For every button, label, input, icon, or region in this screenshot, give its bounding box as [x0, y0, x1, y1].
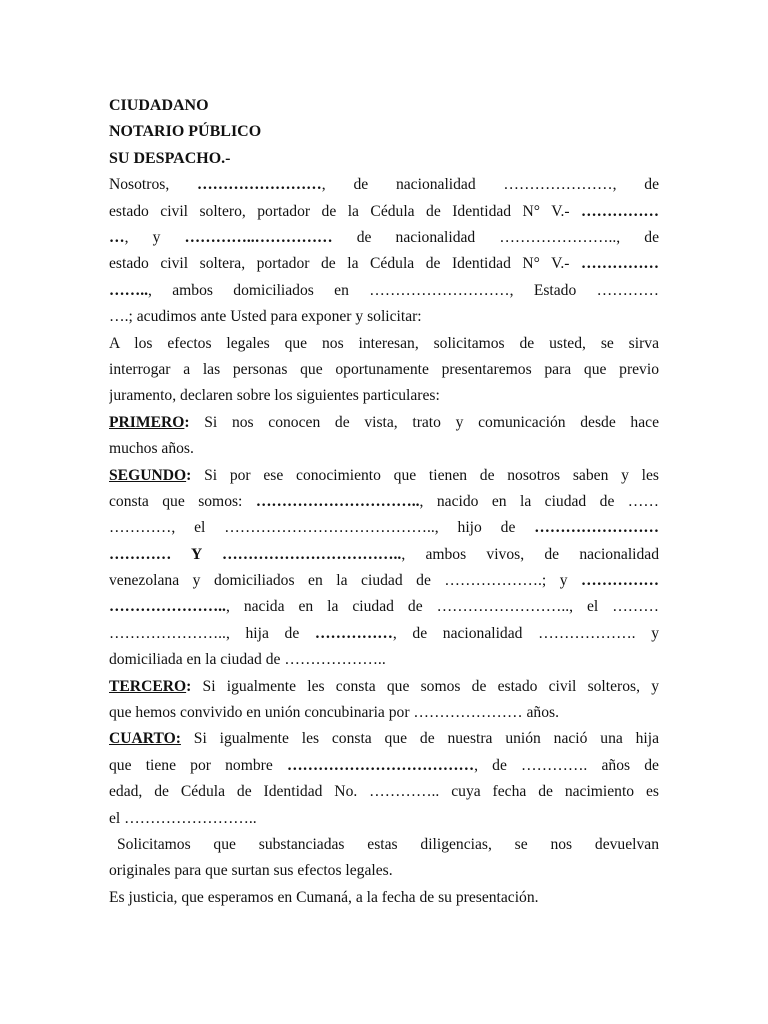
- section-heading: CUARTO:: [109, 730, 181, 748]
- text-segment: juramento, declaren sobre los siguientes particulares:: [109, 387, 440, 405]
- section-heading: SEGUNDO: [109, 466, 187, 484]
- body-line: [109, 436, 659, 462]
- text-segment: ……..: [109, 281, 148, 299]
- body-line: [109, 515, 659, 541]
- document-body: [109, 172, 659, 911]
- text-segment: Solicitamos que substanciadas estas diligencias, se nos devuelvan: [117, 835, 659, 853]
- body-line: [109, 858, 659, 884]
- body-line: [109, 489, 659, 515]
- body-line: [109, 885, 659, 911]
- body-line: [109, 172, 659, 198]
- text-segment: Si igualmente les consta que somos de estado civil solteros, y: [191, 677, 659, 695]
- body-line: [109, 700, 659, 726]
- body-line: [109, 463, 659, 489]
- text-segment: ……………: [314, 624, 393, 642]
- text-segment: , nacida en la ciudad de …………………….., el ………: [225, 598, 659, 616]
- addressee-line: CIUDADANO: [109, 97, 209, 114]
- notary-line: NOTARIO PÚBLICO: [109, 123, 262, 141]
- body-line: [109, 647, 659, 673]
- text-segment: estado civil soltero, portador de la Cédula de Identidad N° V.-: [109, 202, 582, 220]
- text-segment: el ……………………..: [109, 809, 257, 827]
- body-line: [109, 278, 659, 304]
- body-line: [109, 832, 659, 858]
- body-line: [109, 726, 659, 752]
- text-segment: ……………: [581, 255, 659, 273]
- body-line: [109, 568, 659, 594]
- text-segment: estado civil soltera, portador de la Cédula de Identidad N° V.-: [109, 255, 582, 273]
- body-line: [109, 225, 659, 251]
- body-line: [109, 331, 659, 357]
- text-segment: , nacido en la ciudad de ……: [419, 492, 659, 510]
- text-segment: ……………………: [197, 176, 322, 194]
- text-segment: Nosotros,: [109, 176, 198, 194]
- text-segment: …………………………..: [255, 492, 420, 510]
- text-segment: A los efectos legales que nos interesan, solicitamos de usted, se sirva: [109, 334, 659, 352]
- body-line: [109, 806, 659, 832]
- body-line: [109, 779, 659, 805]
- text-segment: ……………………: [534, 519, 659, 537]
- text-segment: …………………..: [109, 598, 226, 616]
- text-segment: ………………….., hija de: [109, 624, 315, 642]
- text-segment: domiciliada en la ciudad de ………………..: [109, 651, 386, 669]
- body-line: [109, 674, 659, 700]
- text-segment: ………………………………: [286, 756, 475, 774]
- text-segment: , de nacionalidad ………………. y: [392, 624, 659, 642]
- text-segment: consta que somos:: [109, 492, 256, 510]
- text-segment: venezolana y domiciliados en la ciudad de ……………….; y: [109, 572, 582, 590]
- body-line: [109, 753, 659, 779]
- text-segment: , ambos vivos, de nacionalidad: [401, 545, 659, 563]
- text-segment: , de …………. años de: [474, 756, 659, 774]
- text-segment: Si igualmente les consta que de nuestra unión nació una hija: [180, 730, 659, 748]
- text-segment: edad, de Cédula de Identidad No. ………….. cuya fecha de nacimiento es: [109, 783, 659, 801]
- body-line: [109, 357, 659, 383]
- text-segment: :: [186, 677, 192, 695]
- text-segment: , ambos domiciliados en ………………………, Estado …………: [147, 281, 659, 299]
- text-segment: Si nos conocen de vista, trato y comunicación desde hace: [189, 413, 659, 431]
- text-segment: …: [109, 229, 125, 246]
- body-line: [109, 542, 659, 568]
- body-line: [109, 383, 659, 409]
- body-line: [109, 594, 659, 620]
- office-line: SU DESPACHO.-: [109, 149, 231, 167]
- text-segment: que tiene por nombre: [109, 756, 287, 774]
- text-segment: ….; acudimos ante Usted para exponer y solicitar:: [109, 308, 422, 326]
- body-line: [109, 199, 659, 225]
- section-heading: TERCERO: [109, 677, 187, 695]
- body-line: [109, 621, 659, 647]
- text-segment: , de nacionalidad …………………, de: [321, 176, 659, 194]
- text-segment: Es justicia, que esperamos en Cumaná, a la fecha de su presentación.: [109, 888, 539, 906]
- text-segment: interrogar a las personas que oportunamente presentaremos para que previo: [109, 360, 659, 378]
- body-line: [109, 410, 659, 436]
- text-segment: originales para que surtan sus efectos legales.: [109, 862, 393, 880]
- text-segment: muchos años.: [109, 440, 194, 458]
- text-segment: ……………: [581, 202, 659, 220]
- text-segment: :: [184, 413, 190, 431]
- text-segment: de nacionalidad ………………….., de: [332, 229, 659, 246]
- body-line: [109, 251, 659, 277]
- text-segment: ……………: [581, 572, 659, 590]
- text-segment: Si por ese conocimiento que tienen de nosotros saben y les: [191, 466, 659, 484]
- text-segment: …………, el ………………………………….., hijo de: [109, 519, 535, 537]
- text-segment: que hemos convivido en unión concubinaria por ………………… años.: [109, 704, 559, 722]
- text-segment: :: [186, 466, 192, 484]
- text-segment: …………..……………: [184, 229, 333, 246]
- section-heading: PRIMERO: [109, 413, 185, 431]
- body-line: [109, 304, 659, 330]
- text-segment: , y: [124, 229, 185, 246]
- text-segment: ………… Y ……………………………..: [109, 545, 402, 563]
